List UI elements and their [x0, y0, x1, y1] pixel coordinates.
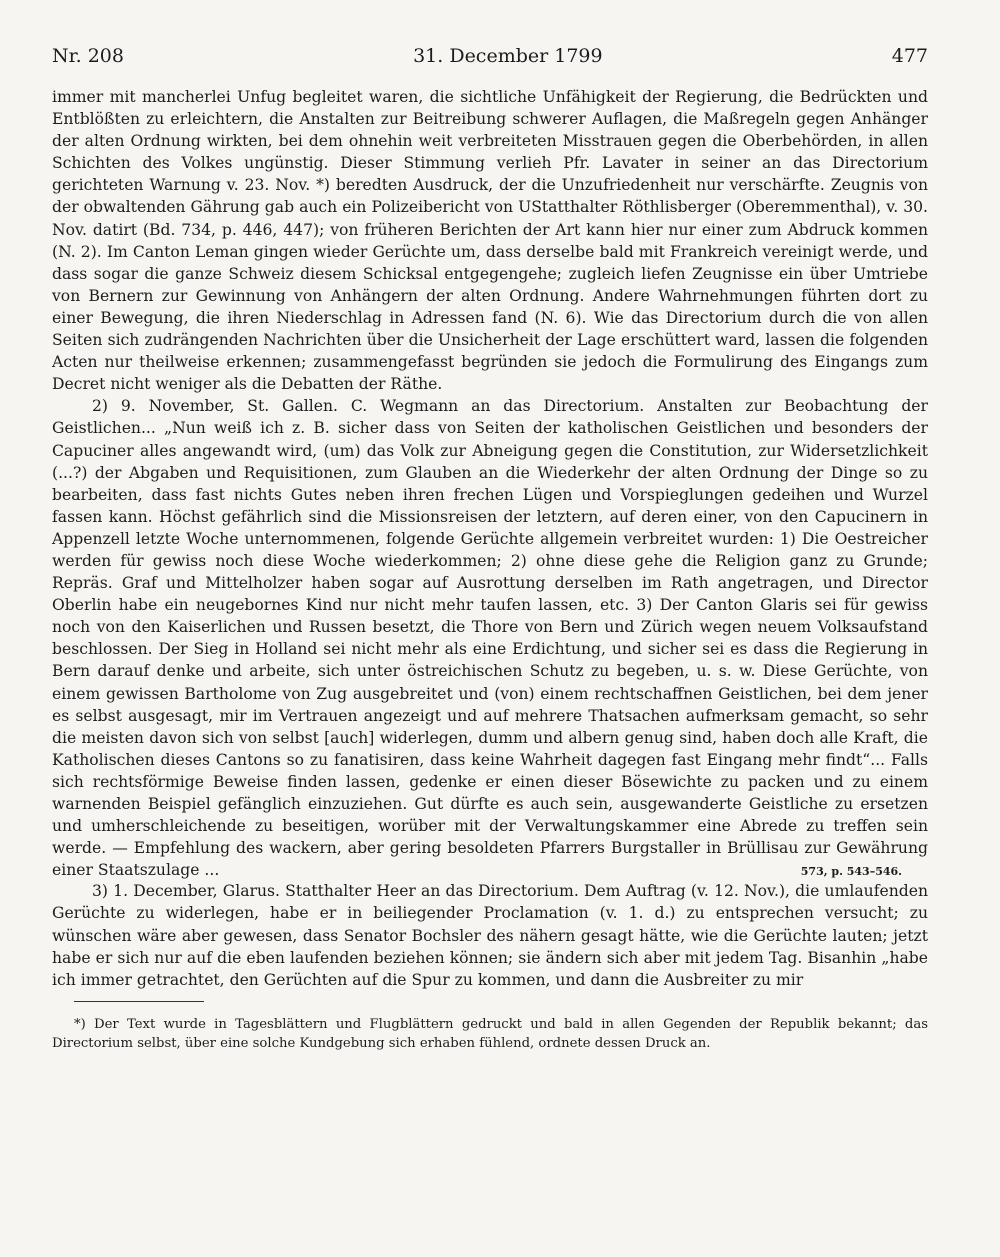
document-2-reference: 573, p. 543–546.: [800, 865, 902, 879]
page-number: 477: [891, 45, 928, 67]
document-date: 31. December 1799: [413, 45, 603, 67]
document-2-paragraph: 2) 9. November, St. Gallen. C. Wegmann an das Directorium. Anstalten zur Beobachtung der Geistlichen... „Nun weiß ich z. B. sicher dass von Seiten der katholischen Geistlichen und besonders der Capuciner alles angewandt wird, (um) das Volk zur Abneigung gegen die Constitution, zur Widersetzlichkeit (...?) der Abgaben und Requisitionen, zum Glauben an die Wiederkehr der alten Ordnung der Dinge so zu bearbeiten, dass fast nichts Gutes neben ihren frechen Lügen und Vorspieglungen gedeihen und Wurzel fassen kann. Höchst gefährlich sind die Missionsreisen der letztern, auf deren einer, von den Capucinern in Appenzell letzte Woche unternommenen, folgende Gerüchte allgemein verbreitet wurden: 1) Die Oestreicher werden für gewiss noch diese Woche wiederkommen; 2) ohne diese gehe die Religion ganz zu Grunde; Repräs. Graf und Mittelholzer haben sogar auf Ausrottung derselben im Rath angetragen, und Director Oberlin habe ein neugebornes Kind nur nicht mehr taufen lassen, etc. 3) Der Canton Glaris sei für gewiss noch von den Kaiserlichen und Russen besetzt, die Thore von Bern und Zürich wegen neuem Volksaufstand beschlossen. Der Sieg in Holland sei nicht mehr als eine Erdichtung, und sicher sei es dass die Regierung in Bern darauf denke und arbeite, sich unter östreichischen Schutz zu begeben, u. s. w. Diese Gerüchte, von einem gewissen Bartholome von Zug ausgebreitet und (von) einem rechtschaffnen Geistlichen, bei dem jener es selbst ausgesagt, mir im Vertrauen angezeigt und auf mehrere Thatsachen aufmerksam gemacht, so sehr die meisten davon sich von selbst [auch] widerlegen, dumm und albern genug sind, haben doch alle Kraft, die Katholischen dieses Cantons so zu fanatisiren, dass keine Wahrheit dagegen fast Eingang mehr findt“... Falls sich rechtsförmige Beweise finden lassen, gedenke er einen dieser Bösewichte zu packen und zu einem warnenden Beispiel gefänglich einzuziehen. Gut dürfte es auch sein, ausgewanderte Geistliche zu ersetzen und umherschleichende zu beseitigen, worüber mit der Verwaltungskammer eine Abrede zu treffen sein werde. — Empfehlung des wackern, aber gering besoldeten Pfarrers Burgstaller in Brüllisau zur Gewährung einer Staatszulage ...: [52, 397, 928, 880]
footnote: *) Der Text wurde in Tagesblättern und Flugblättern gedruckt und bald in allen Gegenden der Republik bekannt; das Directorium selbst, über eine solche Kundgebung sich erhaben fühlend, ordnete dessen Druck an.: [52, 1017, 928, 1052]
document-3-paragraph: 3) 1. December, Glarus. Statthalter Heer an das Directorium. Dem Auftrag (v. 12. Nov.), die umlaufenden Gerüchte zu widerlegen, habe er in beiliegender Proclamation (v. 1. d.) zu entsprechen versucht; zu wünschen wäre aber gewesen, dass Senator Bochsler des nähern gesagt hätte, wie die Gerüchte lauten; jetzt habe er sich nur auf die eben laufenden beziehen können; sie ändern sich aber mit jedem Tag. Bisanhin „habe ich immer getrachtet, den Gerüchten auf die Spur zu kommen, und dann die Ausbreiter zu mir: [52, 882, 928, 989]
footnote-divider: [74, 1001, 204, 1002]
intro-paragraph: immer mit mancherlei Unfug begleitet waren, die sichtliche Unfähigkeit der Regierung, die Bedrückten und Entblößten zu erleichtern, die Anstalten zur Beitreibung schwerer Auflagen, die Maßregeln gegen Anhänger der alten Ordnung wirkten, bei dem ohnehin weit verbreiteten Misstrauen gegen die Oberbehörden, in allen Schichten des Volkes ungünstig. Dieser Stimmung verlieh Pfr. Lavater in seiner an das Directorium gerichteten Warnung v. 23. Nov. *) beredten Ausdruck, der die Unzufriedenheit nur verschärfte. Zeugnis von der obwaltenden Gährung gab auch ein Polizeibericht von UStatthalter Röthlisberger (Oberemmenthal), v. 30. Nov. datirt (Bd. 734, p. 446, 447); von früheren Berichten der Art kann hier nur einer zum Abdruck kommen (N. 2). Im Canton Leman gingen wieder Gerüchte um, dass derselbe bald mit Frankreich vereinigt werde, und dass sogar die ganze Schweiz diesem Schicksal entgegengehe; zugleich liefen Zeugnisse ein über Umtriebe von Bernern zur Gewinnung von Anhängern der alten Ordnung. Andere Wahrnehmungen führten dort zu einer Bewegung, die ihren Niederschlag in Adressen fand (N. 6). Wie das Directorium durch die von allen Seiten sich zudrängenden Nachrichten über die Unsicherheit der Lage erschüttert ward, lassen die folgenden Acten nur theilweise erkennen; zusammengefasst begründen sie jedoch die Formulirung des Eingangs zum Decret nicht weniger als die Debatten der Räthe.: [52, 88, 928, 394]
running-header: [52, 44, 928, 68]
body-text: [52, 86, 928, 991]
document-number: Nr. 208: [52, 45, 124, 67]
